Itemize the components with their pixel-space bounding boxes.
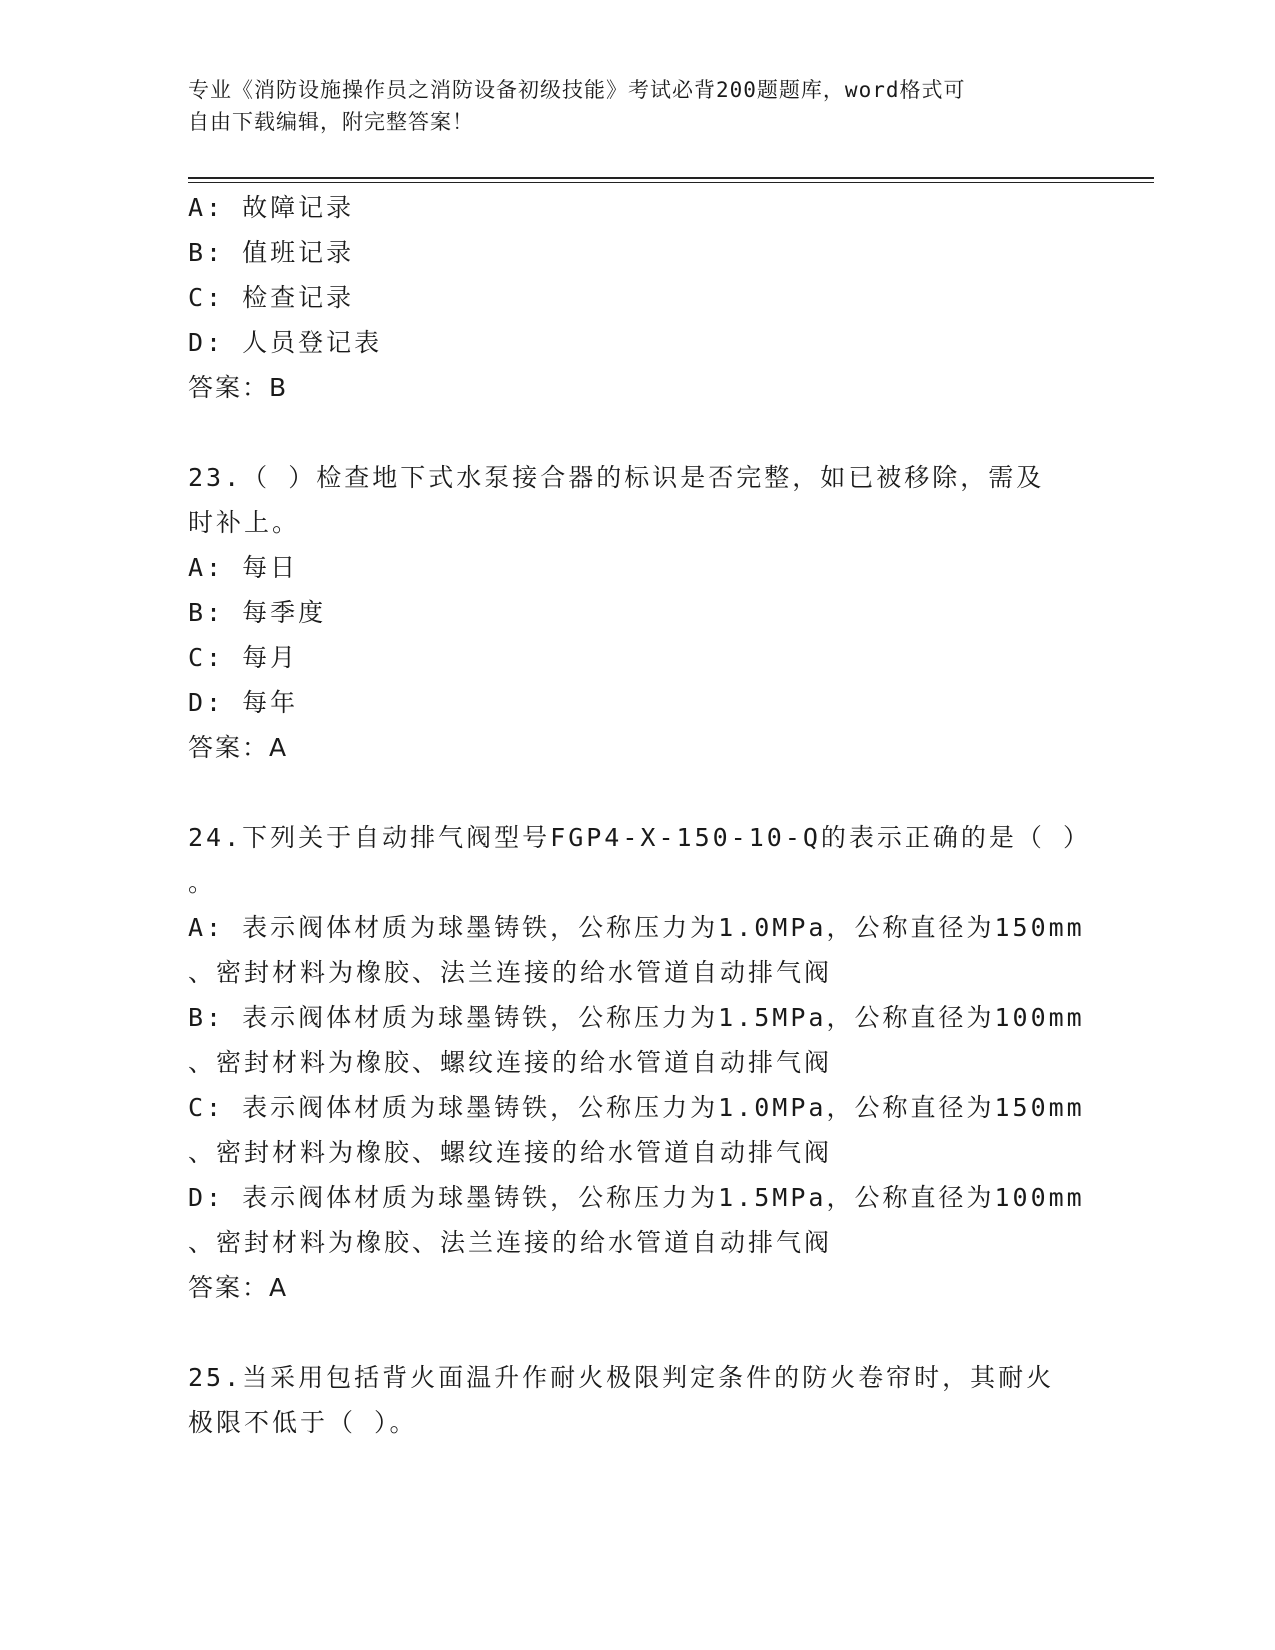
q23-option-a: A: 每日 (188, 553, 299, 582)
header-line-2: 自由下载编辑，附完整答案！ (188, 110, 474, 134)
q24-option-d-line-2: 、密封材料为橡胶、法兰连接的给水管道自动排气阀 (188, 1228, 833, 1257)
q22-answer: 答案：B (188, 373, 289, 402)
q24-option-d-line-1: D: 表示阀体材质为球墨铸铁，公称压力为1.5MPa，公称直径为100mm (188, 1183, 1085, 1212)
q23-option-b: B: 每季度 (188, 598, 327, 627)
header-rule-thin (188, 182, 1154, 183)
q23-answer: 答案：A (188, 733, 289, 762)
q23-option-d: D: 每年 (188, 688, 299, 717)
q24-stem-line-2: 。 (188, 868, 217, 897)
document-header (188, 74, 1068, 138)
q24-option-b-line-1: B: 表示阀体材质为球墨铸铁，公称压力为1.5MPa，公称直径为100mm (188, 1003, 1085, 1032)
header-line-1: 专业《消防设施操作员之消防设备初级技能》考试必背200题题库，word格式可 (188, 78, 966, 102)
q22-option-b: B: 值班记录 (188, 238, 355, 267)
q23-stem-line-1: 23.（ ）检查地下式水泵接合器的标识是否完整，如已被移除，需及 (188, 463, 1045, 492)
q22-option-c: C: 检查记录 (188, 283, 355, 312)
q23-stem-line-2: 时补上。 (188, 508, 301, 537)
q24-option-c-line-1: C: 表示阀体材质为球墨铸铁，公称压力为1.0MPa，公称直径为150mm (188, 1093, 1085, 1122)
q24-answer: 答案：A (188, 1273, 289, 1302)
q25-stem-line-2: 极限不低于（ ）。 (188, 1408, 418, 1437)
header-rule-thick (188, 177, 1154, 179)
q24-option-b-line-2: 、密封材料为橡胶、螺纹连接的给水管道自动排气阀 (188, 1048, 833, 1077)
q24-option-a-line-2: 、密封材料为橡胶、法兰连接的给水管道自动排气阀 (188, 958, 833, 987)
q24-option-a-line-1: A: 表示阀体材质为球墨铸铁，公称压力为1.0MPa，公称直径为150mm (188, 913, 1085, 942)
q25-stem-line-1: 25.当采用包括背火面温升作耐火极限判定条件的防火卷帘时，其耐火 (188, 1363, 1055, 1392)
q22-option-a: A: 故障记录 (188, 193, 355, 222)
q24-option-c-line-2: 、密封材料为橡胶、螺纹连接的给水管道自动排气阀 (188, 1138, 833, 1167)
q24-stem-line-1: 24.下列关于自动排气阀型号FGP4-X-150-10-Q的表示正确的是（ ） (188, 823, 1091, 852)
q23-option-c: C: 每月 (188, 643, 299, 672)
q22-option-d: D: 人员登记表 (188, 328, 383, 357)
